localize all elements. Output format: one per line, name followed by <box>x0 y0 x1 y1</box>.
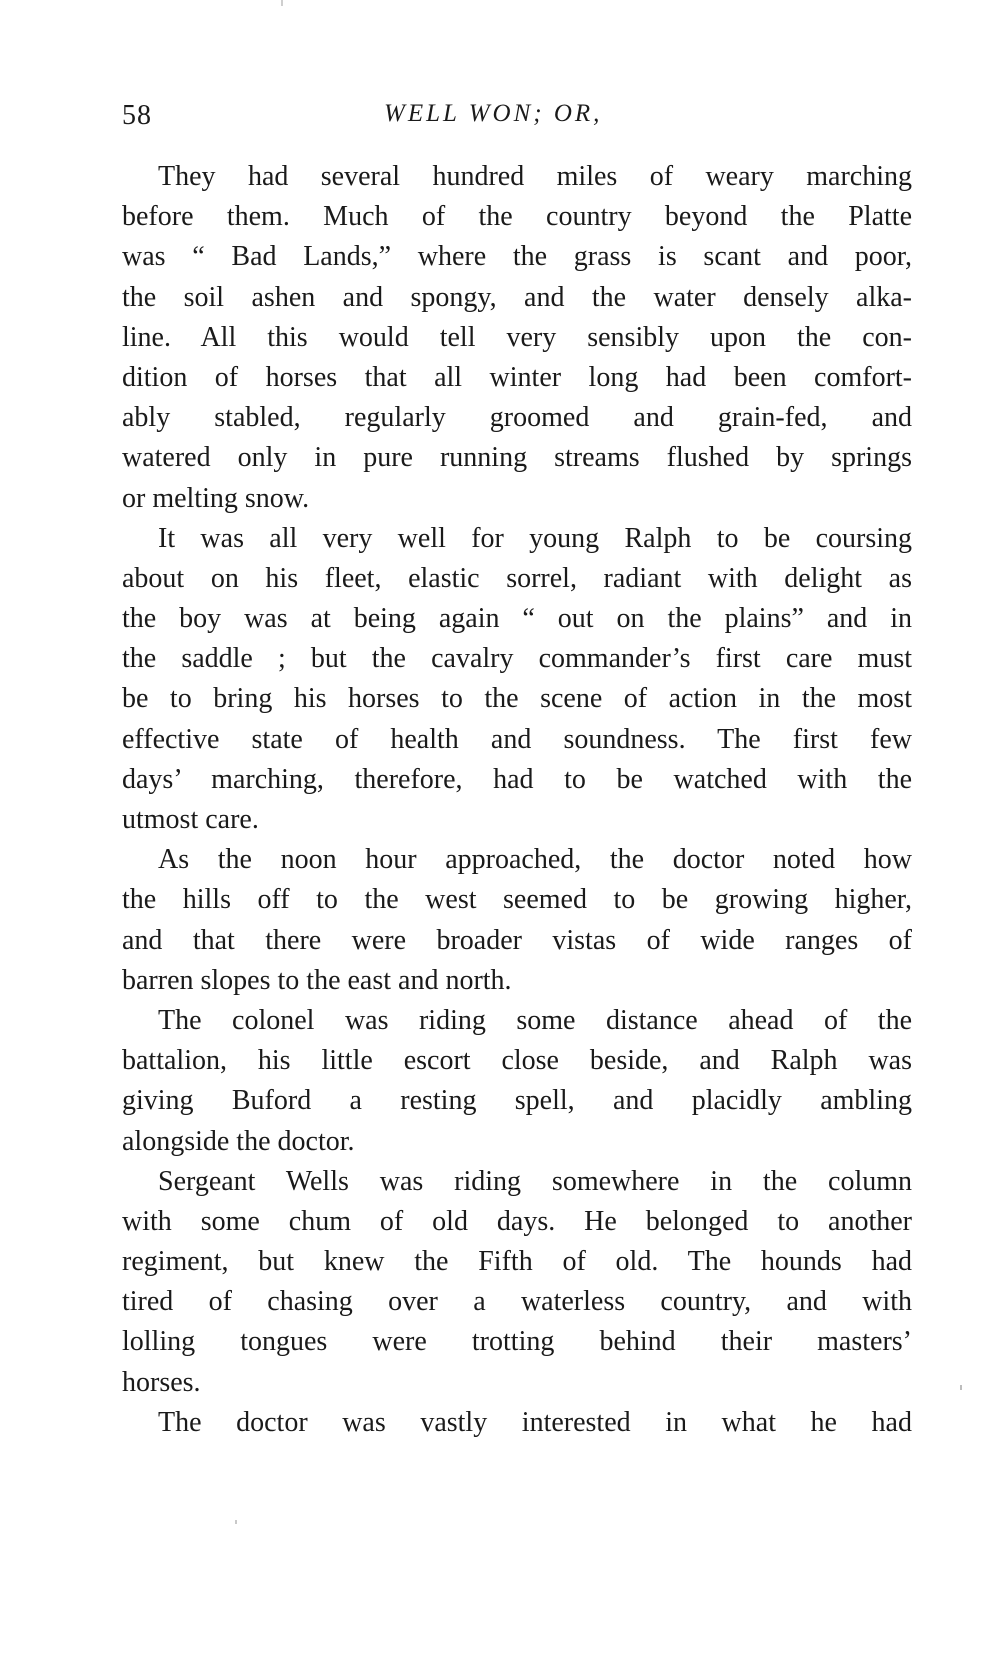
text-line: The colonel was riding some distance ahead of the <box>158 1004 912 1036</box>
text-line: lolling tongues were trotting behind their masters’ <box>122 1326 912 1358</box>
text-line: giving Buford a resting spell, and placidly ambling <box>122 1085 912 1117</box>
text-line: the saddle ; but the cavalry commander’s first care must <box>122 643 912 675</box>
text-line: before them. Much of the country beyond the Platte <box>122 201 912 233</box>
text-line: dition of horses that all winter long had been comfort- <box>122 361 912 393</box>
text-line: Sergeant Wells was riding somewhere in the column <box>158 1165 912 1197</box>
text-line: As the noon hour approached, the doctor noted how <box>158 844 912 876</box>
running-header <box>122 100 912 140</box>
text-line: be to bring his horses to the scene of action in the most <box>122 683 912 715</box>
text-line: the soil ashen and spongy, and the water densely alka- <box>122 281 912 313</box>
text-line: watered only in pure running streams flushed by springs <box>122 442 912 474</box>
text-line: effective state of health and soundness. The first few <box>122 723 912 755</box>
text-line: with some chum of old days. He belonged to another <box>122 1205 912 1237</box>
text-line: the boy was at being again “ out on the plains” and in <box>122 603 912 635</box>
body-text <box>122 157 912 1443</box>
paragraph <box>122 1162 912 1403</box>
text-line: It was all very well for young Ralph to be coursing <box>158 522 912 554</box>
running-title: WELL WON; OR, <box>384 100 603 127</box>
text-line: and that there were broader vistas of wide ranges of <box>122 924 912 956</box>
text-line: battalion, his little escort close beside, and Ralph was <box>122 1045 912 1077</box>
text-line: or melting snow. <box>122 482 310 514</box>
paragraph <box>122 157 912 519</box>
text-line: utmost care. <box>122 804 259 835</box>
text-line: days’ marching, therefore, had to be watched with the <box>122 763 912 795</box>
scan-mark-bottom <box>235 1520 237 1524</box>
text-line: about on his fleet, elastic sorrel, radiant with delight as <box>122 562 912 594</box>
scan-mark-top <box>281 0 283 6</box>
text-line: ably stabled, regularly groomed and grain-fed, and <box>122 402 912 434</box>
text-line: horses. <box>122 1366 201 1398</box>
paragraph <box>122 519 912 841</box>
page-number: 58 <box>122 100 152 131</box>
paragraph <box>122 1001 912 1162</box>
text-line: alongside the doctor. <box>122 1125 355 1157</box>
text-line: was “ Bad Lands,” where the grass is scant and poor, <box>122 241 912 273</box>
text-line: regiment, but knew the Fifth of old. The hounds had <box>122 1246 912 1278</box>
paragraph <box>122 840 912 1001</box>
scan-mark-right <box>960 1385 962 1390</box>
text-line: The doctor was vastly interested in what he had <box>158 1406 912 1438</box>
text-line: line. All this would tell very sensibly upon the con- <box>122 321 912 353</box>
text-line: They had several hundred miles of weary marching <box>158 161 912 192</box>
paragraph <box>122 1403 912 1443</box>
text-line: barren slopes to the east and north. <box>122 964 512 996</box>
text-line: tired of chasing over a waterless country, and with <box>122 1286 912 1318</box>
text-line: the hills off to the west seemed to be growing higher, <box>122 884 912 916</box>
